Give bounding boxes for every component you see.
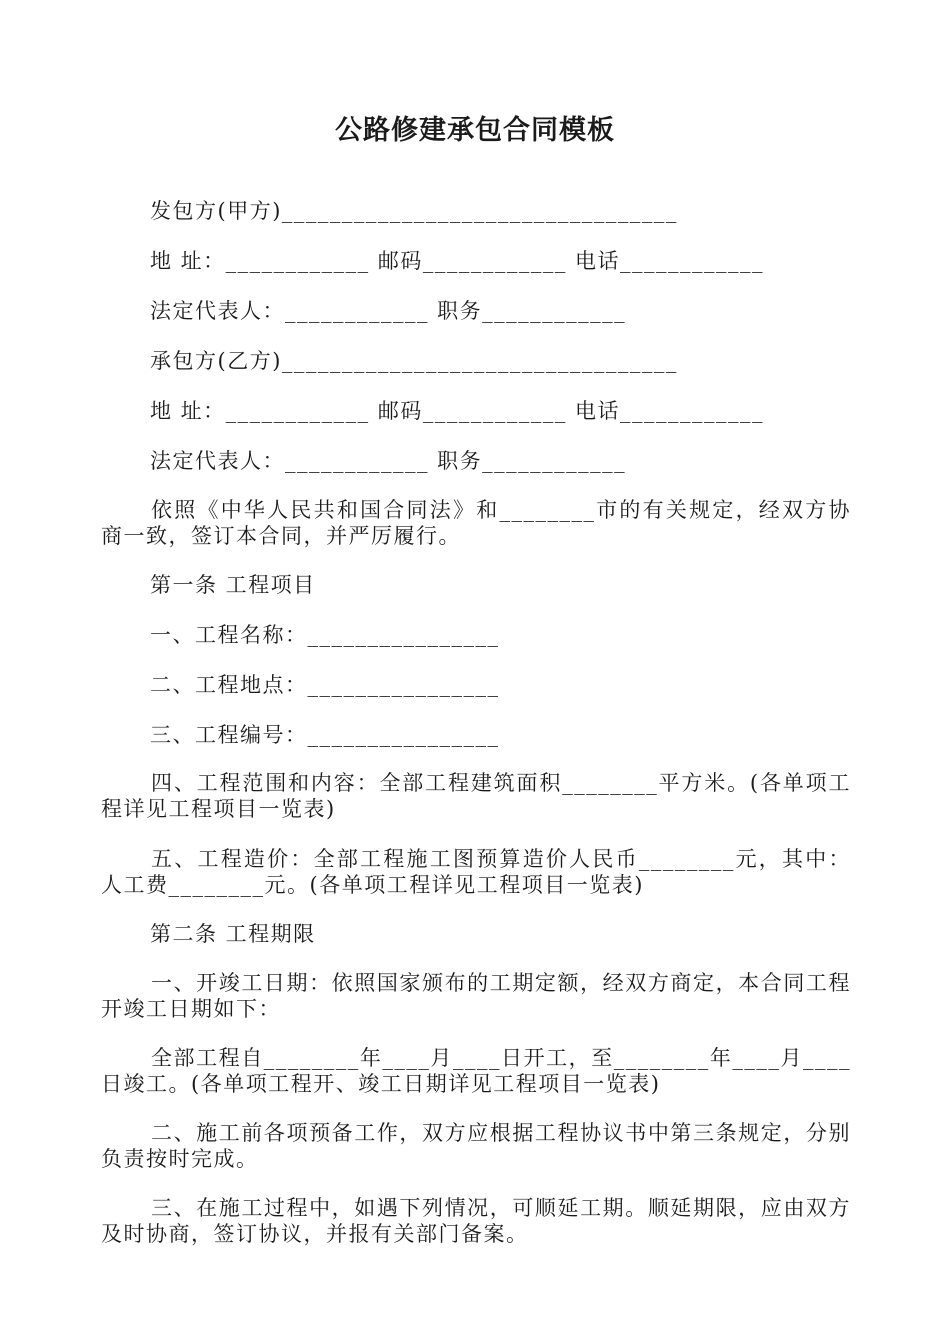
- article2-item2: 二、施工前各项预备工作，双方应根据工程协议书中第三条规定，分别负责按时完成。: [101, 1121, 851, 1171]
- article1-item5: 五、工程造价：全部工程施工图预算造价人民币________元，其中：人工费________元。(各单项工程详见工程项目一览表): [101, 847, 851, 897]
- preamble-paragraph: 依照《中华人民共和国合同法》和________市的有关规定，经双方协商一致，签订本合同，并严厉履行。: [101, 498, 851, 548]
- article1-item1: 一、工程名称：________________: [150, 623, 500, 647]
- article1-item4: 四、工程范围和内容：全部工程建筑面积________平方米。(各单项工程详见工程项目一览表): [101, 771, 851, 821]
- document-title: 公路修建承包合同模板: [335, 115, 615, 146]
- party-a-representative-line: 法定代表人：____________ 职务____________: [150, 299, 627, 323]
- party-a-line: 发包方(甲方)_________________________________: [150, 199, 678, 223]
- party-b-address-line: 地 址：____________ 邮码____________ 电话____________: [150, 399, 765, 423]
- party-b-line: 承包方(乙方)_________________________________: [150, 349, 678, 373]
- article1-item3: 三、工程编号：________________: [150, 723, 500, 747]
- article1-item2: 二、工程地点：________________: [150, 673, 500, 697]
- party-b-representative-line: 法定代表人：____________ 职务____________: [150, 449, 627, 473]
- article1-heading: 第一条 工程项目: [150, 573, 316, 597]
- article2-item1: 一、开竣工日期：依照国家颁布的工期定额，经双方商定，本合同工程开竣工日期如下：: [101, 971, 851, 1021]
- article2-heading: 第二条 工程期限: [150, 922, 316, 946]
- party-a-address-line: 地 址：____________ 邮码____________ 电话____________: [150, 249, 765, 273]
- article2-item3: 三、在施工过程中，如遇下列情况，可顺延工期。顺延期限，应由双方及时协商，签订协议，并报有关部门备案。: [101, 1196, 851, 1246]
- article2-item1-detail: 全部工程自________年____月____日开工，至________年____月____日竣工。(各单项工程开、竣工日期详见工程项目一览表): [101, 1046, 851, 1096]
